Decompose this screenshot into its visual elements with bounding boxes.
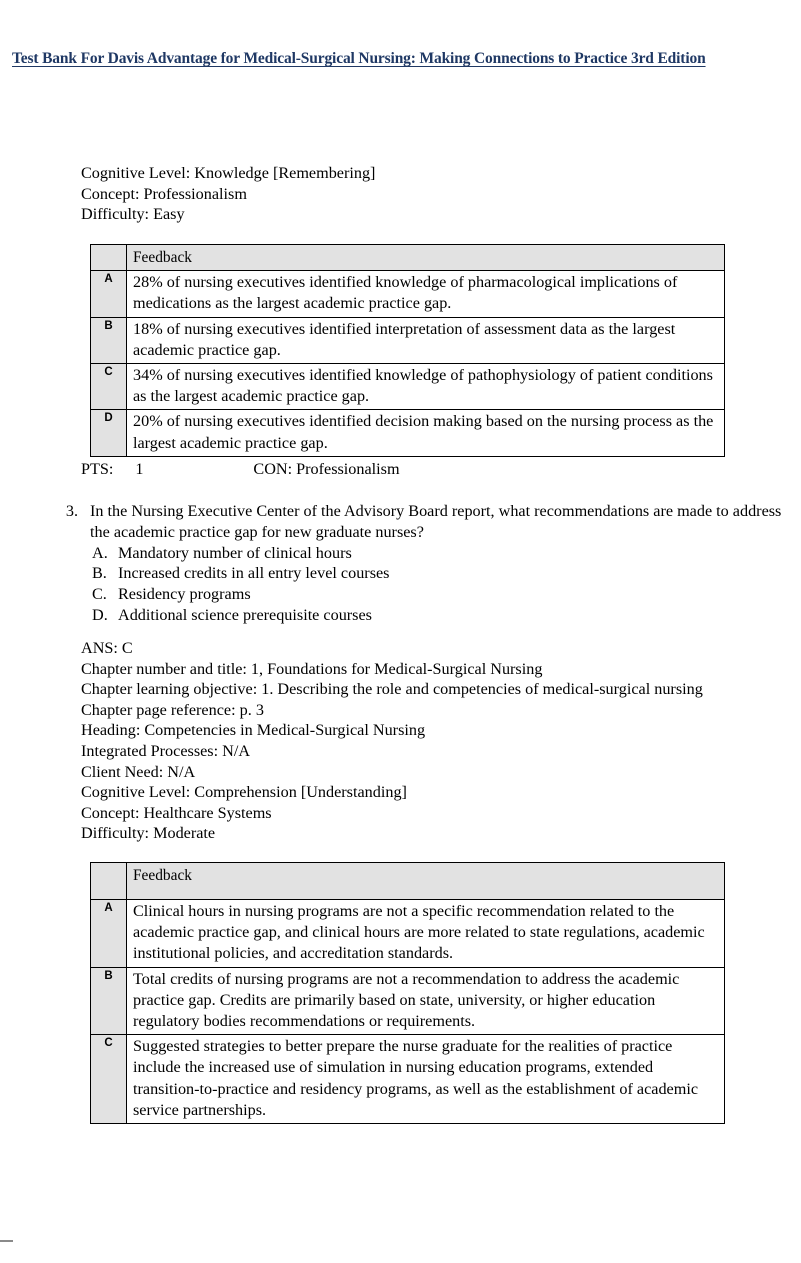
row-letter: D — [91, 410, 127, 456]
choice-text: Increased credits in all entry level courses — [118, 564, 390, 583]
con-text: CON: Professionalism — [253, 460, 400, 478]
concept-text: Concept: Professionalism — [81, 184, 247, 203]
header-feedback-cell: Feedback — [127, 863, 725, 900]
cognitive-level-text: Cognitive Level: Knowledge [Remembering] — [81, 164, 376, 182]
chapter-number-title-text: Chapter number and title: 1, Foundations for Medical-Surgical Nursing — [81, 659, 543, 678]
feedback-table-2 — [90, 862, 725, 1124]
answer-choice-b[interactable] — [90, 563, 800, 584]
row-letter: C — [91, 364, 127, 410]
header-blank-cell — [91, 245, 127, 271]
pts-label: PTS: — [81, 460, 114, 478]
concept-text: Concept: Healthcare Systems — [81, 803, 272, 822]
row-letter: A — [91, 900, 127, 968]
header-blank-cell — [91, 863, 127, 900]
heading-text: Heading: Competencies in Medical-Surgical Nursing — [81, 721, 426, 740]
table-row — [91, 967, 725, 1035]
answer-choice-c[interactable] — [90, 584, 800, 605]
chapter-learning-objective-text: Chapter learning objective: 1. Describing the role and competencies of medical-surgical nursing — [81, 680, 703, 699]
answer-choices — [90, 543, 800, 626]
difficulty-text: Difficulty: Moderate — [81, 824, 216, 843]
row-feedback-text: 34% of nursing executives identified knowledge of pathophysiology of patient conditions as the largest academic practice gap. — [127, 364, 725, 410]
choice-letter: B. — [92, 564, 107, 583]
row-feedback-text: Clinical hours in nursing programs are not a specific recommendation related to the academic practice gap, and clinical hours are more related to state regulations, academic institutional policies, and accreditation standards. — [127, 900, 725, 968]
table-row — [91, 364, 725, 410]
answer-key-text: ANS: C — [81, 639, 133, 657]
row-feedback-text: 20% of nursing executives identified decision making based on the nursing process as the largest academic practice gap. — [127, 410, 725, 456]
cognitive-level-text: Cognitive Level: Comprehension [Understanding] — [81, 783, 407, 802]
row-feedback-text: 28% of nursing executives identified knowledge of pharmacological implications of medications as the largest academic practice gap. — [127, 271, 725, 317]
table-row — [91, 1035, 725, 1124]
table-row — [91, 410, 725, 456]
row-letter: C — [91, 1035, 127, 1124]
difficulty-text: Difficulty: Easy — [81, 205, 185, 224]
document-title: Test Bank For Davis Advantage for Medical-Surgical Nursing: Making Connections to Practice 3rd Edition — [12, 50, 706, 67]
integrated-processes-text: Integrated Processes: N/A — [81, 741, 251, 760]
client-need-text: Client Need: N/A — [81, 762, 196, 781]
question-3-metadata — [81, 638, 703, 844]
row-feedback-text: 18% of nursing executives identified interpretation of assessment data as the largest academic practice gap. — [127, 317, 725, 363]
question-3 — [50, 501, 800, 626]
question-2-metadata — [81, 163, 375, 225]
choice-text: Additional science prerequisite courses — [118, 605, 372, 624]
pts-value: 1 — [135, 460, 144, 478]
row-letter: A — [91, 271, 127, 317]
choice-letter: D. — [92, 605, 108, 624]
pts-con-line — [81, 459, 400, 479]
page-bottom-mark — [0, 1240, 13, 1242]
answer-choice-a[interactable] — [90, 543, 800, 564]
table-row — [91, 900, 725, 968]
header-feedback-cell: Feedback — [127, 245, 725, 271]
answer-choice-d[interactable] — [90, 605, 800, 626]
table-row — [91, 317, 725, 363]
question-number: 3. — [65, 502, 78, 520]
row-letter: B — [91, 967, 127, 1035]
choice-letter: A. — [92, 543, 108, 562]
row-letter: B — [91, 317, 127, 363]
table-header-row — [91, 245, 725, 271]
table-header-row — [91, 863, 725, 900]
row-feedback-text: Suggested strategies to better prepare the nurse graduate for the realities of practice include the increased use of simulation in nursing education programs, extended transition-to-practice and residency programs, as well as the establishment of academic service partnerships. — [127, 1035, 725, 1124]
feedback-table-1 — [90, 244, 725, 457]
chapter-page-reference-text: Chapter page reference: p. 3 — [81, 700, 264, 719]
row-feedback-text: Total credits of nursing programs are not a recommendation to address the academic practice gap. Credits are primarily based on state, university, or higher education regulatory bodies recommendations or requirements. — [127, 967, 725, 1035]
choice-text: Mandatory number of clinical hours — [118, 543, 352, 562]
choice-letter: C. — [92, 585, 107, 604]
table-row — [91, 271, 725, 317]
choice-text: Residency programs — [118, 585, 251, 604]
question-stem: In the Nursing Executive Center of the Advisory Board report, what recommendations are made to address the academic practice gap for new graduate nurses? — [90, 502, 782, 541]
